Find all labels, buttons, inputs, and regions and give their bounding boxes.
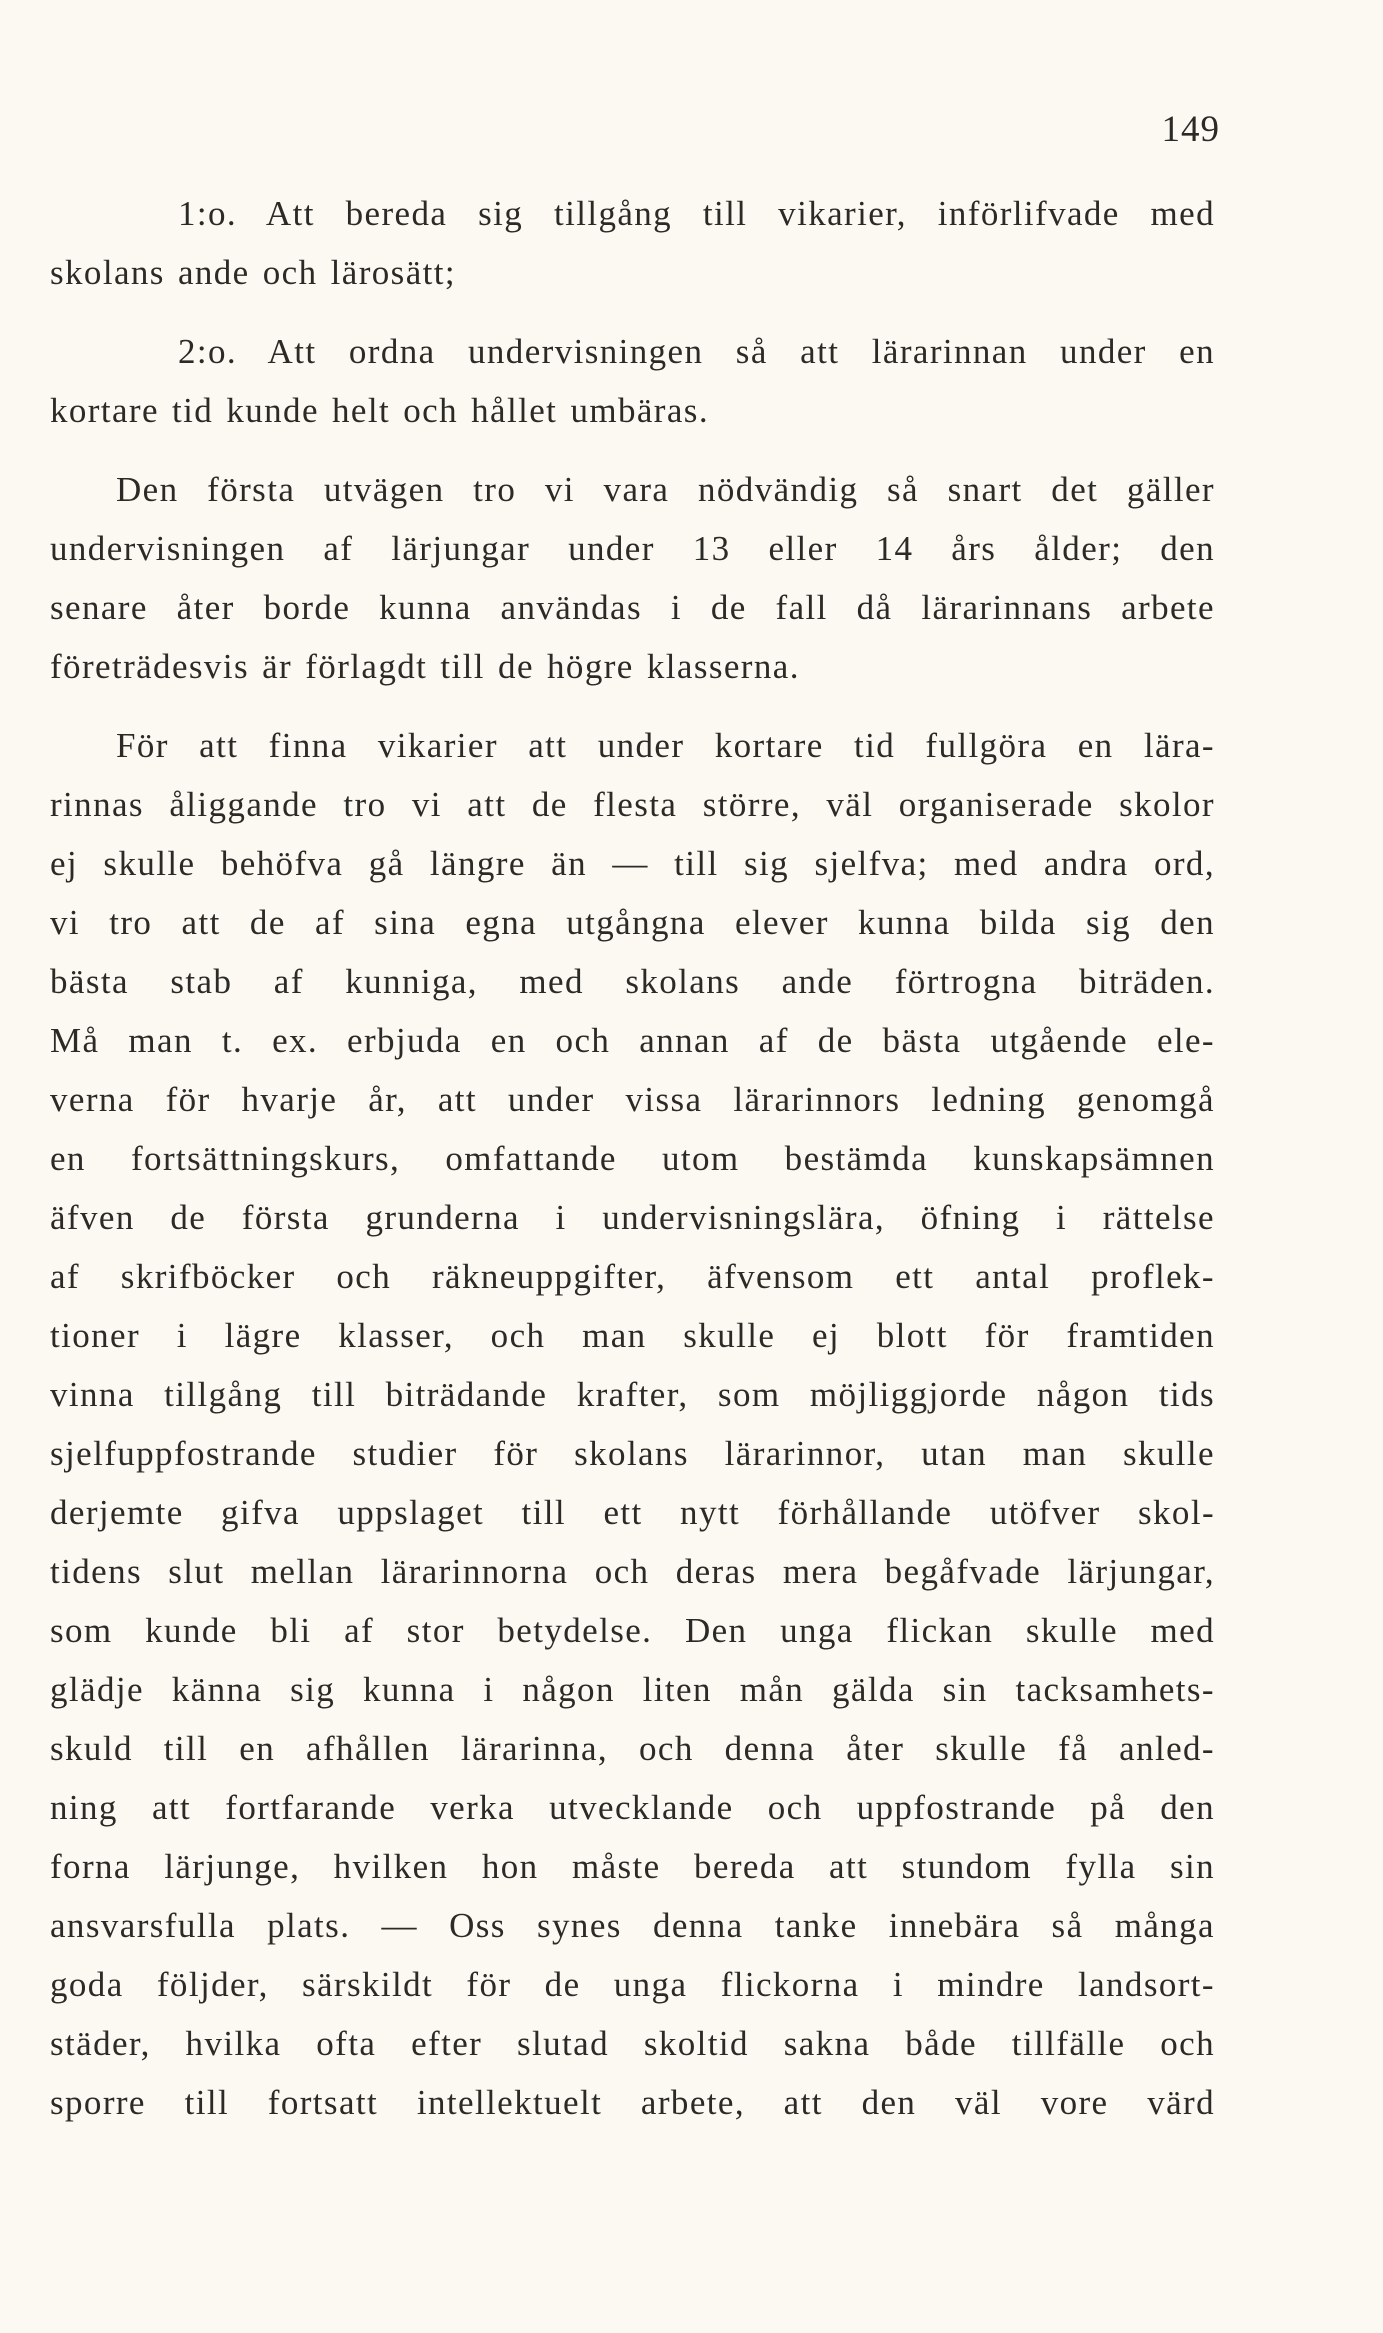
text-line: äfven de första grunderna i undervisningslära, öfning i rättelse [50, 1198, 1215, 1237]
text-line: ej skulle behöfva gå längre än — till sig sjelfva; med andra ord, [50, 844, 1215, 883]
text-line: skuld till en afhållen lärarinna, och denna åter skulle få anled- [50, 1729, 1215, 1768]
text-line: Den första utvägen tro vi vara nödvändig så snart det gäller [116, 470, 1215, 509]
text-line: senare åter borde kunna användas i de fall då lärarinnans arbete [50, 588, 1215, 627]
text-line: 2:o. Att ordna undervisningen så att lärarinnan under en [178, 332, 1215, 371]
text-line: 1:o. Att bereda sig tillgång till vikarier, införlifvade med [178, 194, 1215, 233]
text-line: glädje känna sig kunna i någon liten mån gälda sin tacksamhets- [50, 1670, 1215, 1709]
text-line: af skrifböcker och räkneuppgifter, äfvensom ett antal proflek- [50, 1257, 1215, 1296]
text-line: sjelfuppfostrande studier för skolans lärarinnor, utan man skulle [50, 1434, 1215, 1473]
text-line: kortare tid kunde helt och hållet umbäras. [50, 391, 709, 430]
page-number: 149 [1161, 109, 1220, 150]
text-line: sporre till fortsatt intellektuelt arbete, att den väl vore värd [50, 2083, 1215, 2122]
text-line: undervisningen af lärjungar under 13 eller 14 års ålder; den [50, 529, 1215, 568]
text-line: tidens slut mellan lärarinnorna och deras mera begåfvade lärjungar, [50, 1552, 1215, 1591]
text-line: Må man t. ex. erbjuda en och annan af de bästa utgående ele- [50, 1021, 1215, 1060]
text-line: derjemte gifva uppslaget till ett nytt förhållande utöfver skol- [50, 1493, 1215, 1532]
text-line: För att finna vikarier att under kortare tid fullgöra en lära- [116, 726, 1215, 765]
text-line: skolans ande och lärosätt; [50, 253, 456, 292]
text-line: tioner i lägre klasser, och man skulle ej blott för framtiden [50, 1316, 1215, 1355]
text-line: en fortsättningskurs, omfattande utom bestämda kunskapsämnen [50, 1139, 1215, 1178]
text-line: företrädesvis är förlagdt till de högre klasserna. [50, 647, 800, 686]
text-line: ansvarsfulla plats. — Oss synes denna tanke innebära så många [50, 1906, 1215, 1945]
text-line: bästa stab af kunniga, med skolans ande förtrogna biträden. [50, 962, 1215, 1001]
text-line: vi tro att de af sina egna utgångna elever kunna bilda sig den [50, 903, 1215, 942]
text-line: städer, hvilka ofta efter slutad skoltid sakna både tillfälle och [50, 2024, 1215, 2063]
text-line: rinnas åliggande tro vi att de flesta större, väl organiserade skolor [50, 785, 1215, 824]
text-line: vinna tillgång till biträdande krafter, som möjliggjorde någon tids [50, 1375, 1215, 1414]
text-line: goda följder, särskildt för de unga flickorna i mindre landsort- [50, 1965, 1215, 2004]
text-line: forna lärjunge, hvilken hon måste bereda att stundom fylla sin [50, 1847, 1215, 1886]
text-line: som kunde bli af stor betydelse. Den unga flickan skulle med [50, 1611, 1215, 1650]
text-line: ning att fortfarande verka utvecklande och uppfostrande på den [50, 1788, 1215, 1827]
body-text [50, 184, 1215, 2132]
text-line: verna för hvarje år, att under vissa lärarinnors ledning genomgå [50, 1080, 1215, 1119]
